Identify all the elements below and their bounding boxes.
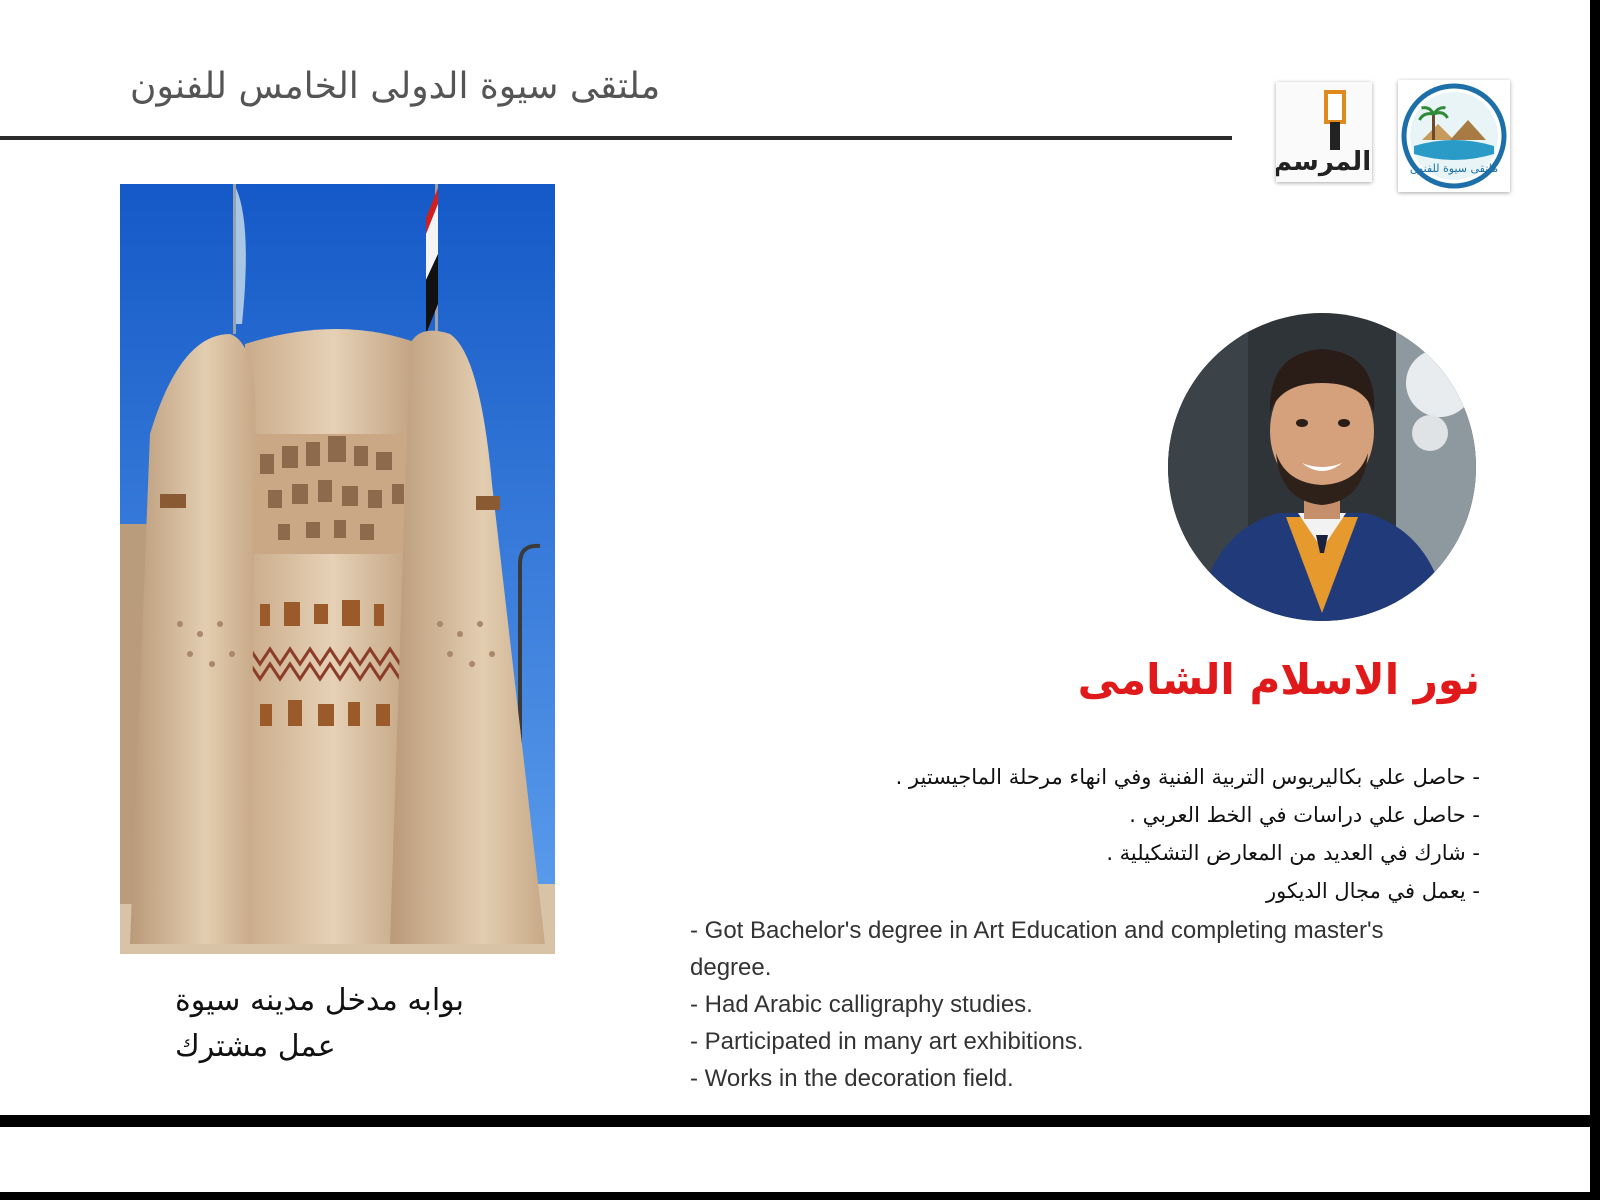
artwork-caption-subtitle: عمل مشترك	[175, 1029, 336, 1064]
siwa-forum-logo	[1398, 80, 1510, 192]
english-bio-list	[690, 912, 1410, 1097]
page-title: ملتقى سيوة الدولى الخامس للفنون	[130, 66, 661, 107]
arabic-bio-item: - شارك في العديد من المعارض التشكيلية .	[1106, 841, 1480, 865]
english-bio-item: - Got Bachelor's degree in Art Education and completing master's degree.	[690, 917, 1384, 981]
almersam-logo-text: المرسم	[1276, 147, 1372, 177]
english-bio-item: - Participated in many art exhibitions.	[690, 1028, 1084, 1055]
almersam-logo	[1276, 82, 1372, 182]
arabic-bio-item: - يعمل في مجال الديكور	[1266, 879, 1480, 903]
gate-artwork-photo	[120, 184, 555, 954]
header-divider	[0, 136, 1232, 140]
arabic-bio-item: - حاصل علي بكاليريوس التربية الفنية وفي انهاء مرحلة الماجيستير .	[895, 765, 1480, 789]
page-edge-bottom	[0, 1192, 1600, 1200]
artwork-caption	[175, 978, 505, 1070]
siwa-forum-logo-text: ملتقى سيوة للفنون	[1409, 162, 1499, 175]
artwork-caption-title: بوابه مدخل مدينه سيوة	[175, 983, 465, 1018]
arabic-bio-item: - حاصل علي دراسات في الخط العربي .	[1129, 803, 1480, 827]
english-bio-item: - Works in the decoration field.	[690, 1065, 1014, 1092]
footer-divider	[0, 1115, 1600, 1127]
page-edge-right	[1590, 0, 1600, 1200]
arabic-bio-list	[700, 758, 1480, 910]
artist-name: نور الاسلام الشامى	[1077, 655, 1480, 704]
english-bio-item: - Had Arabic calligraphy studies.	[690, 991, 1033, 1018]
artist-portrait	[1168, 313, 1476, 621]
